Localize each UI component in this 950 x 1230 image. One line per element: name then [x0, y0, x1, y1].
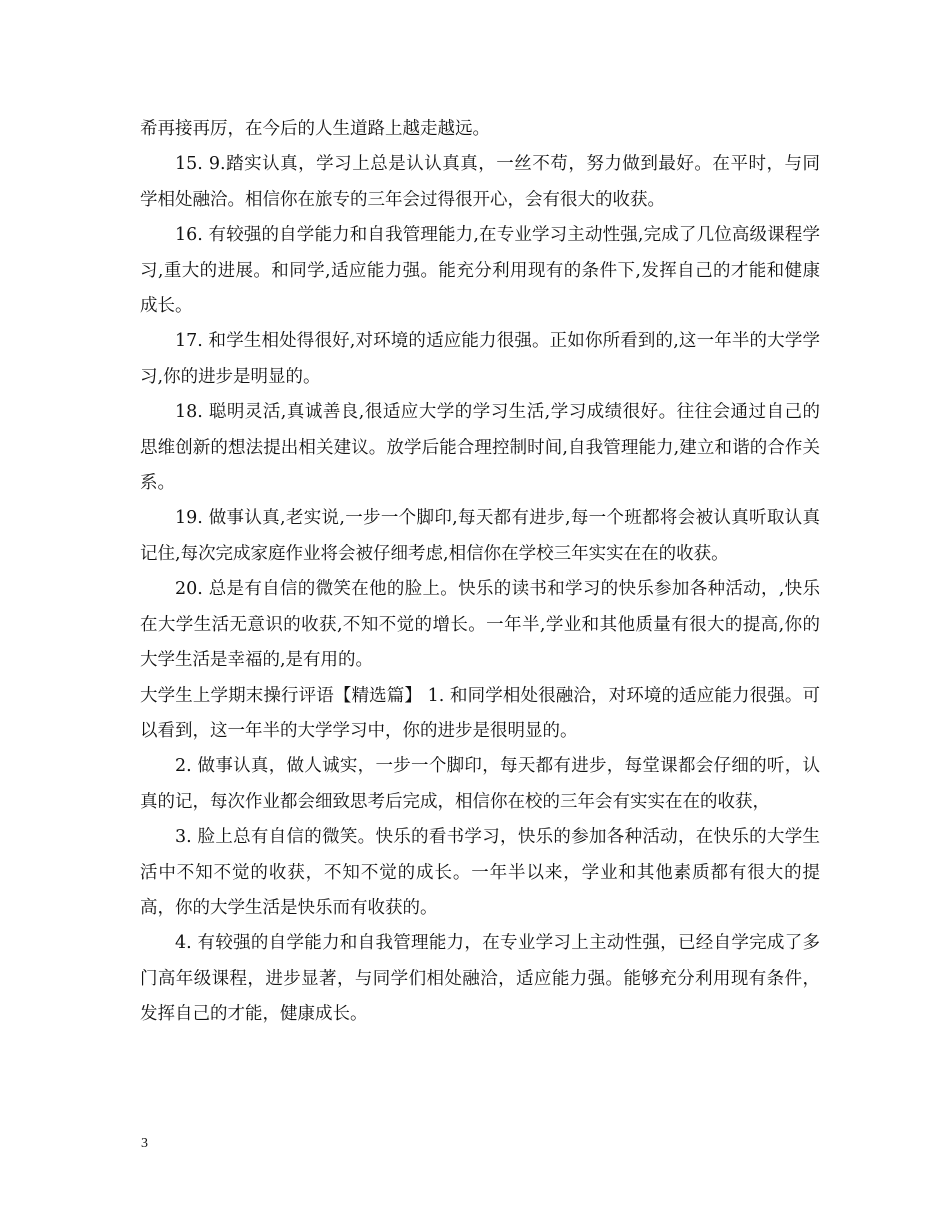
paragraph-item-17: 17. 和学生相处得很好,对环境的适应能力很强。正如你所看到的,这一年半的大学学习,你的进步是明显的。	[140, 331, 820, 387]
paragraph-item-19: 19. 做事认真,老实说,一步一个脚印,每天都有进步,每一个班都将会被认真听取认真记住,每次完成家庭作业将会被仔细考虑,相信你在学校三年实实在在的收获。	[140, 508, 820, 564]
paragraph-item-3: 3. 脸上总有自信的微笑。快乐的看书学习，快乐的参加各种活动，在快乐的大学生活中不知不觉的收获，不知不觉的成长。一年半以来，学业和其他素质都有很大的提高，你的大学生活是快乐而有收获的。	[140, 827, 820, 918]
paragraph-continuation: 希再接再厉，在今后的人生道路上越走越远。	[140, 119, 490, 139]
paragraph-item-16: 16. 有较强的自学能力和自我管理能力,在专业学习主动性强,完成了几位高级课程学习,重大的进展。和同学,适应能力强。能充分利用现有的条件下,发挥自己的才能和健康成长。	[140, 225, 820, 317]
paragraph-item-20: 20. 总是有自信的微笑在他的脸上。快乐的读书和学习的快乐参加各种活动，,快乐在大学生活无意识的收获,不知不觉的增长。一年半,学业和其他质量有很大的提高,你的大学生活是幸福的,是有用的。	[140, 579, 820, 671]
paragraph-item-4: 4. 有较强的自学能力和自我管理能力，在专业学习上主动性强，已经自学完成了多门高年级课程，进步显著，与同学们相处融洽，适应能力强。能够充分利用现有条件，发挥自己的才能，健康成长。	[140, 933, 820, 1025]
paragraph-item-18: 18. 聪明灵活,真诚善良,很适应大学的学习生活,学习成绩很好。往往会通过自己的思维创新的想法提出相关建议。放学后能合理控制时间,自我管理能力,建立和谐的合作关系。	[140, 402, 820, 494]
paragraph-item-2: 2. 做事认真，做人诚实，一步一个脚印，每天都有进步，每堂课都会仔细的听，认真的记，每次作业都会细致思考后完成，相信你在校的三年会有实实在在的收获，	[140, 756, 820, 812]
page-number: 3	[141, 1136, 148, 1151]
section-heading-with-item-1: 大学生上学期末操行评语【精选篇】 1. 和同学相处很融洽，对环境的适应能力很强。可以看到，这一年半的大学学习中，你的进步是很明显的。	[140, 685, 820, 741]
paragraph-item-15: 15. 9.踏实认真，学习上总是认认真真，一丝不苟，努力做到最好。在平时，与同学相处融洽。相信你在旅专的三年会过得很开心，会有很大的收获。	[140, 154, 820, 210]
document-body	[140, 112, 820, 1033]
